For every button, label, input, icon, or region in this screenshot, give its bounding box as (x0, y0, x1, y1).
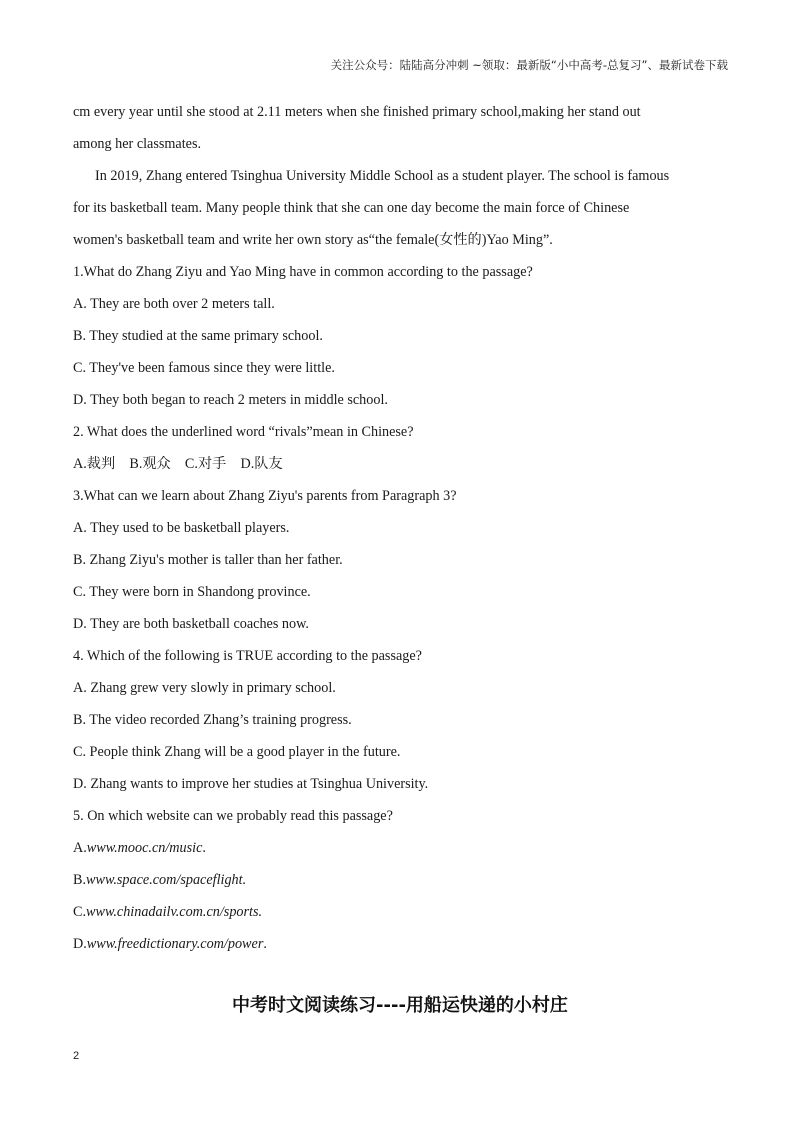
answer-options-line: A.裁判 B.观众 C.对手 D.队友 (73, 456, 283, 472)
option-letter: D. (73, 936, 87, 952)
answer-option: A. They used to be basketball players. (73, 520, 290, 536)
answer-option: B. The video recorded Zhang’s training progress. (73, 712, 352, 728)
option-letter: A. (73, 840, 87, 856)
option-suffix: . (202, 840, 206, 856)
section-title: 中考时文阅读练习----用船运快递的小村庄 (232, 995, 568, 1016)
option-letter: B. (73, 872, 87, 888)
passage-line: for its basketball team. Many people think that she can one day become the main force of Chinese (73, 200, 630, 216)
answer-option: B. Zhang Ziyu's mother is taller than her father. (73, 552, 343, 568)
answer-option: C. People think Zhang will be a good player in the future. (73, 744, 401, 760)
question-stem: 2. What does the underlined word “rivals”mean in Chinese? (73, 424, 414, 440)
page-number: 2 (73, 1050, 80, 1062)
header-note: 关注公众号：陆陆高分冲刺 ~领取：最新版“小中高考-总复习”、最新试卷下载 (330, 58, 728, 72)
passage-line: women's basketball team and write her own story as“the female(女性的)Yao Ming”. (73, 232, 553, 248)
question-stem: 1.What do Zhang Ziyu and Yao Ming have in common according to the passage? (73, 264, 533, 280)
page-content (73, 96, 733, 960)
passage-line: cm every year until she stood at 2.11 meters when she finished primary school,making her stand out (73, 104, 641, 120)
passage-line: among her classmates. (73, 136, 202, 152)
question-stem: 4. Which of the following is TRUE according to the passage? (73, 648, 422, 664)
answer-option (73, 928, 733, 960)
answer-option (73, 864, 733, 896)
passage-line: In 2019, Zhang entered Tsinghua University Middle School as a student player. The school is famous (95, 168, 670, 184)
answer-option (73, 896, 733, 928)
question-stem: 5. On which website can we probably read this passage? (73, 808, 393, 824)
option-suffix: . (263, 936, 267, 952)
answer-option: C. They've been famous since they were little. (73, 360, 335, 376)
answer-option: B. They studied at the same primary school. (73, 328, 323, 344)
answer-option: A. Zhang grew very slowly in primary school. (73, 680, 336, 696)
website-url: www.chinadailv.com.cn/sports. (86, 904, 263, 920)
answer-option (73, 832, 733, 864)
question-stem: 3.What can we learn about Zhang Ziyu's parents from Paragraph 3? (73, 488, 457, 504)
website-url: www.freedictionary.com/power (86, 936, 264, 952)
answer-option: C. They were born in Shandong province. (73, 584, 311, 600)
website-url: www.mooc.cn/music (86, 840, 203, 856)
answer-option: D. Zhang wants to improve her studies at Tsinghua University. (73, 776, 429, 792)
answer-option: D. They both began to reach 2 meters in middle school. (73, 392, 388, 408)
answer-option: D. They are both basketball coaches now. (73, 616, 309, 632)
answer-option: A. They are both over 2 meters tall. (73, 296, 275, 312)
website-url: www.space.com/spaceflight. (86, 872, 247, 888)
option-letter: C. (73, 904, 87, 920)
